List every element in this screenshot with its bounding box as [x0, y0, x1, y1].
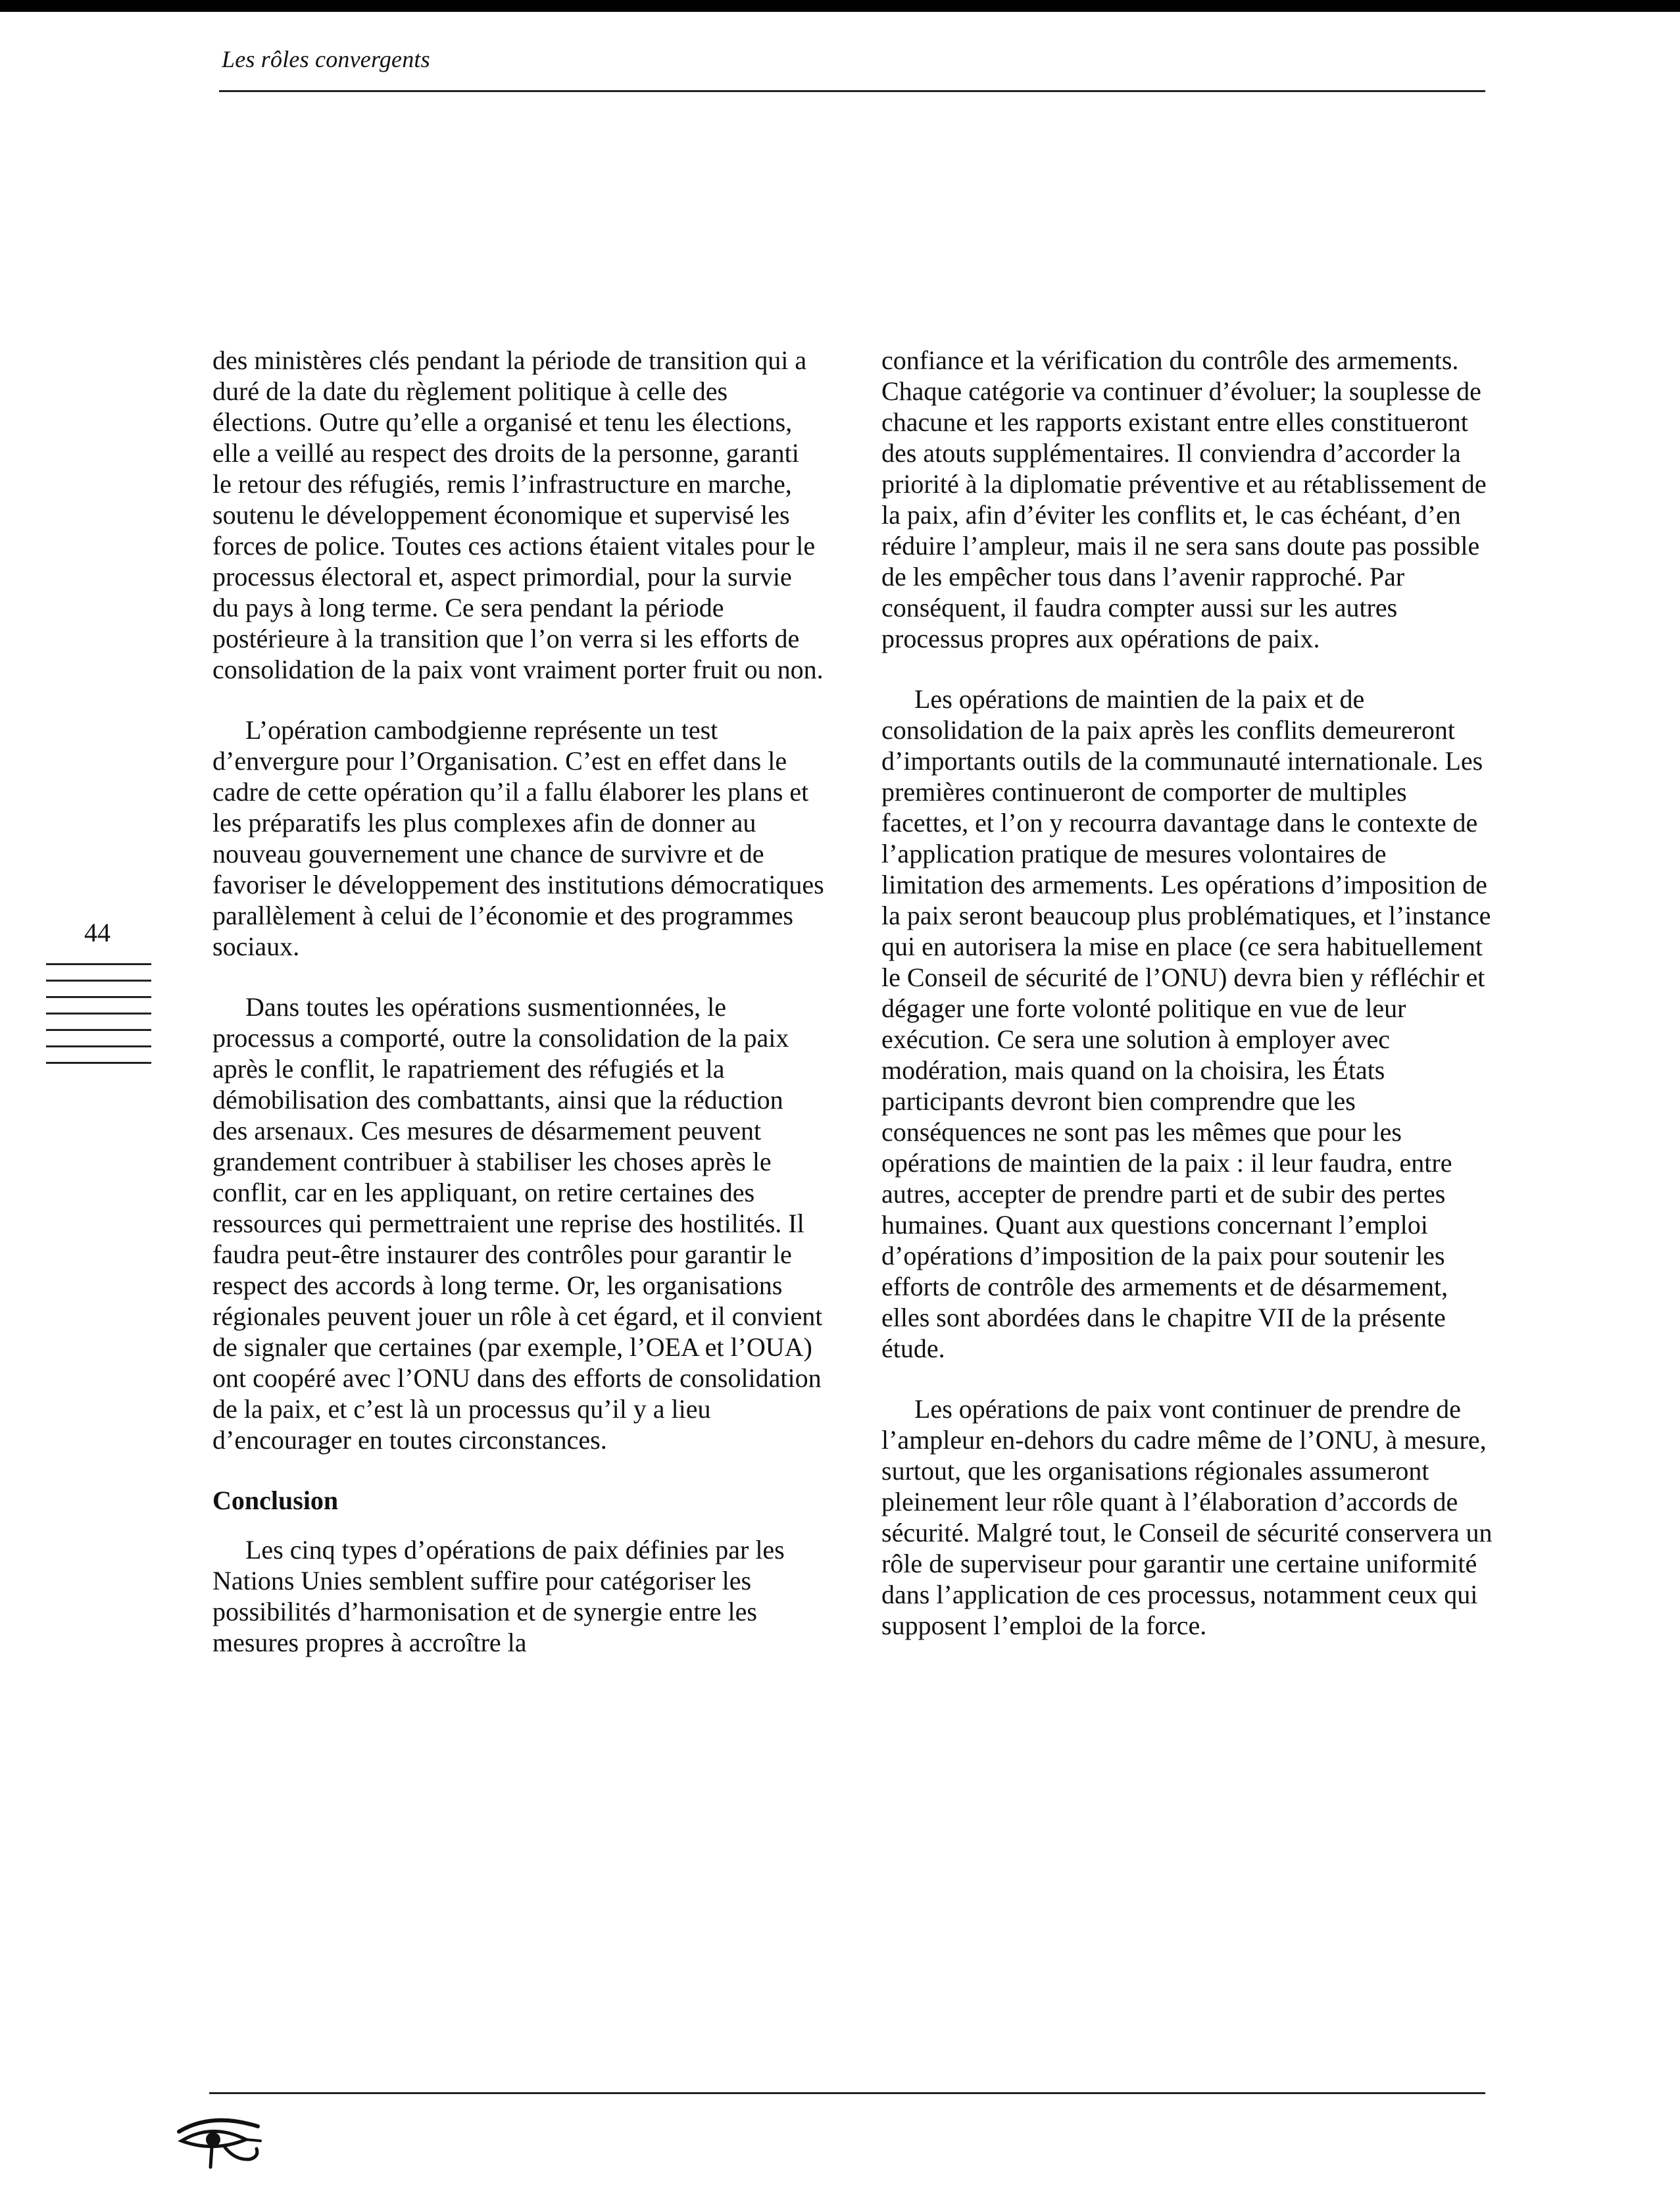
body-paragraph: Dans toutes les opérations susmentionnées, le processus a comporté, outre la consolidation de la paix après le conflit, le rapatriement des réfugiés et la démobilisation des combattants, ainsi que la réduction des arsenaux. Ces mesures de désarmement peuvent grandement contribuer à stabiliser les choses après le conflit, car en les appliquant, on retire certaines des ressources qui permettraient une reprise des hostilités. Il faudra peut-être instaurer des contrôles pour garantir le respect des accords à long terme. Or, les organisations régionales peuvent jouer un rôle à cet égard, et il convient de signaler que certaines (par exemple, l’OEA et l’OUA) ont coopéré avec l’ONU dans des efforts de consolidation de la paix, et c’est là un processus qu’il y a lieu d’encourager en toutes circonstances. [212, 992, 823, 1455]
body-paragraph: des ministères clés pendant la période de transition qui a duré de la date du règlement politique à celle des élections. Outre qu’elle a organisé et tenu les élections, elle a veillé au respect des droits de la personne, garanti le retour des réfugiés, remis l’infrastructure en marche, soutenu le développement économique et supervisé les forces de police. Toutes ces actions étaient vitales pour le processus électoral et, aspect primordial, pour la survie du pays à long terme. Ce sera pendant la période postérieure à la transition que l’on verra si les efforts de consolidation de la paix vont vraiment porter fruit ou non. [212, 345, 824, 684]
margin-line [46, 1013, 151, 1014]
body-paragraph: Les opérations de paix vont continuer de prendre de l’ampleur en-dehors du cadre même de l’ONU, à mesure, surtout, que les organisations régionales assumeront pleinement leur rôle quant à l’élaboration d’accords de sécurité. Malgré tout, le Conseil de sécurité conservera un rôle de superviseur pour garantir une certaine uniformité dans l’application de ces processus, notamment ceux qui supposent l’emploi de la force. [881, 1394, 1493, 1640]
body-paragraph: confiance et la vérification du contrôle des armements. Chaque catégorie va continuer d’évoluer; la souplesse de chacune et les rapports existant entre elles constitueront des atouts supplémentaires. Il conviendra d’accorder la priorité à la diplomatie préventive et au rétablissement de la paix, afin d’éviter les conflits et, le cas échéant, d’en réduire l’ampleur, mais il ne sera sans doute pas possible de les empêcher tous dans l’avenir rapproché. Par conséquent, il faudra compter aussi sur les autres processus propres aux opérations de paix. [881, 345, 1487, 653]
top-border-bar [0, 0, 1680, 12]
running-head: Les rôles convergents [222, 46, 430, 72]
margin-line [46, 1045, 151, 1047]
section-heading: Conclusion [212, 1486, 339, 1515]
margin-line [46, 963, 151, 965]
body-paragraph: Les opérations de maintien de la paix et de consolidation de la paix après les conflits demeureront d’importants outils de la communauté internationale. Les premières continueront de comporter de multiples facettes, et l’on y recourra davantage dans le contexte de l’application pratique de mesures volontaires de limitation des armements. Les opérations d’imposition de la paix seront beaucoup plus problématiques, et l’instance qui en autorisera la mise en place (ce sera habituellement le Conseil de sécurité de l’ONU) devra bien y réfléchir et dégager une forte volonté politique en vue de leur exécution. Ce sera une solution à employer avec modération, mais quand on la choisira, les États participants devront bien comprendre que les conséquences ne sont pas les mêmes que pour les opérations de maintien de la paix : il leur faudra, entre autres, accepter de prendre parti et de subir des pertes humaines. Quant aux questions concernant l’emploi d’opérations d’imposition de la paix pour soutenir les efforts de contrôle des armements et de désarmement, elles sont abordées dans le chapitre VII de la présente étude. [881, 684, 1491, 1363]
margin-line [46, 996, 151, 998]
margin-lines-decoration [46, 963, 151, 1078]
margin-line [46, 980, 151, 982]
page-number: 44 [84, 918, 111, 947]
eye-of-horus-icon [172, 2107, 264, 2172]
header-rule [219, 90, 1485, 92]
right-column [881, 345, 1493, 1670]
margin-line [46, 1062, 151, 1064]
left-column [212, 345, 824, 1688]
footer-rule [209, 2092, 1485, 2094]
body-paragraph: L’opération cambodgienne représente un test d’envergure pour l’Organisation. C’est en effet dans le cadre de cette opération qu’il a fallu élaborer les plans et les préparatifs les plus complexes afin de donner au nouveau gouvernement une chance de survivre et de favoriser le développement des institutions démocratiques parallèlement à celui de l’économie et des programmes sociaux. [212, 715, 824, 961]
margin-line [46, 1029, 151, 1031]
body-paragraph: Les cinq types d’opérations de paix définies par les Nations Unies semblent suffire pour catégoriser les possibilités d’harmonisation et de synergie entre les mesures propres à accroître la [212, 1535, 785, 1657]
